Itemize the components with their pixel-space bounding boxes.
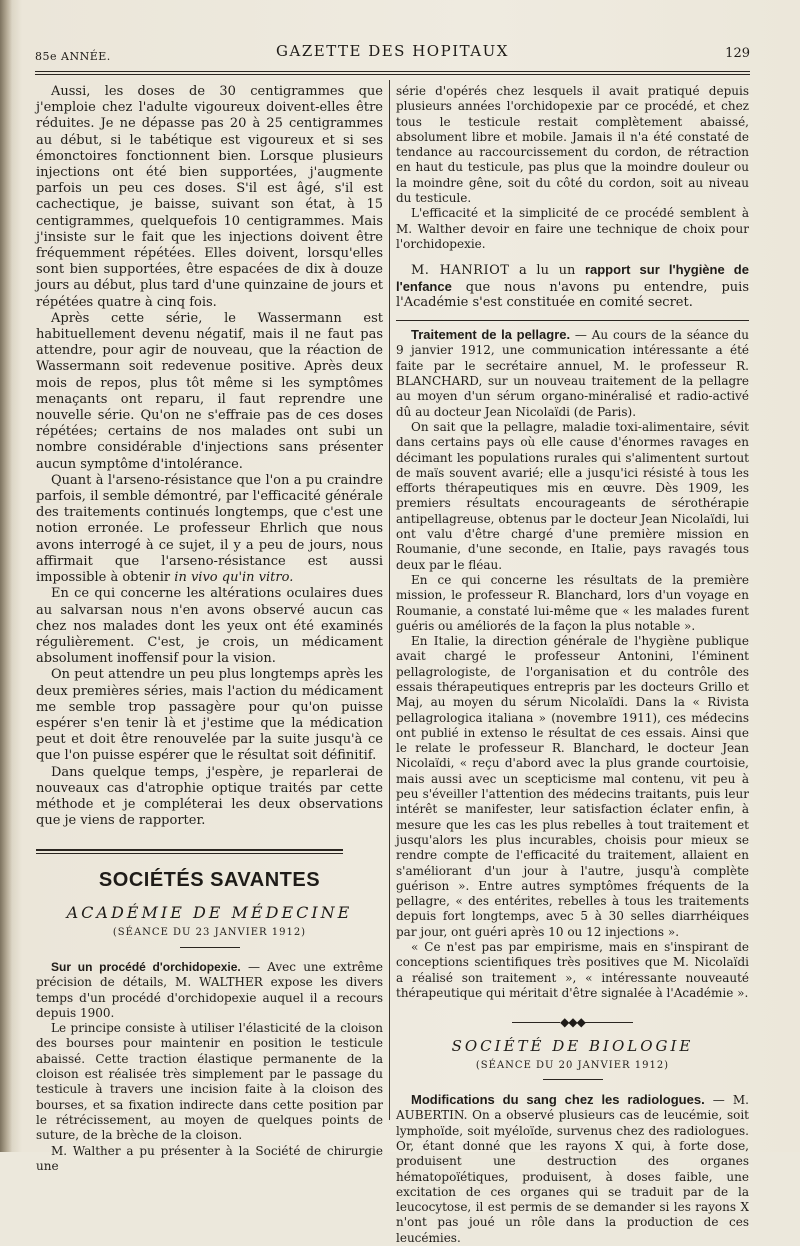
- report-title: rapport sur l'hygiène de l'enfance: [396, 262, 749, 294]
- short-rule: [180, 947, 240, 948]
- article-separator: [396, 320, 749, 321]
- session-date: (SÉANCE DU 20 JANVIER 1912): [475, 1059, 670, 1071]
- article-text: — M. AUBERTIN. On a observé plusieurs cas de leucémie, soit lymphoïde, soit myéloïde, survenus chez des radiologues. Or, étant donné que les rayons X qui, à forte dose, produisent une destruction des organes hématopoïétiques, produisent, à doses faible, une excitation de ces organes qui se traduit par de la leucocytose, il est permis de se demander si les rayons X n'ont pas joué un rôle dans la production de ces leucémies.: [396, 1093, 749, 1245]
- article-title: Modifications du sang chez les radiologues.: [411, 1092, 705, 1108]
- academy-title: ACADÉMIE DE MÉDECINE: [66, 902, 353, 922]
- header-rule: [35, 71, 750, 72]
- paragraph: [36, 473, 383, 586]
- paragraph: « Ce n'est pas par empirisme, mais en s'inspirant de conceptions scientifiques très positives que M. Nicolaïdi a réalisé son traitement », « intéressante nouveauté thérapeutique qui méritait d'être signalée à l'Académie ».: [396, 940, 749, 1000]
- section-title: SOCIÉTÉS SAVANTES: [98, 869, 321, 892]
- italic-phrase: in vivo qu'in vitro.: [174, 570, 294, 586]
- hanriot-report: [396, 262, 749, 310]
- article-title: Traitement de la pellagre.: [411, 327, 571, 343]
- paragraph-text: Quant à l'arseno-résistance que l'on a pu craindre parfois, il semble démontré, par l'efficacité générale des traitements continués longtemps, que c'est une notion erronée. Le professeur Ehrlich que nous avons interrogé à ce sujet, il y a peu de jours, nous affirmait que l'arseno-résistance est aussi impossible à obtenir: [36, 472, 383, 586]
- right-column: [396, 84, 749, 1246]
- short-rule: [543, 1079, 603, 1080]
- paragraph: Dans quelque temps, j'espère, je reparlerai de nouveaux cas d'atrophie optique traités par cette méthode et je compléterai les deux observations que je viens de rapporter.: [36, 764, 383, 829]
- article-radiologues: [396, 1092, 749, 1246]
- paragraph: série d'opérés chez lesquels il avait pratiqué depuis plusieurs années l'orchidopexie par ce procédé, et chez tous le testicule restait complètement abaissé, absolument libre et mobile. Jamais il n'a été constaté de tendance au raccourcissement du cordon, de rétraction en haut du testicule, pas plus que la moindre douleur ou la moindre gêne, soit du côté du cordon, soit au niveau du testicule.: [396, 84, 749, 206]
- article-title: Sur un procédé d'orchidopexie.: [51, 959, 241, 974]
- section-rule: [36, 849, 343, 851]
- paragraph: On sait que la pellagre, maladie toxi-alimentaire, sévit dans certains pays où elle cause d'énormes ravages en décimant les populations rurales qui s'alimentent surtout de maïs souvent avarié; elle a jusqu'ici résisté à tous les efforts thérapeutiques mis en œuvre. Dès 1909, les premiers résultats encourageants de sérothérapie antipellagreuse, obtenus par le docteur Jean Nicolaïdi, lui ont valu d'être chargé d'une première mission en Roumanie, d'une seconde, en Italie, pays ravagés tous deux par le fléau.: [396, 419, 749, 572]
- section-rule-thin: [36, 853, 343, 854]
- article-text: — Au cours de la séance du 9 janvier 1912, une communication intéressante a été faite par le secrétaire annuel, M. le professeur R. BLANCHARD, sur un nouveau traitement de la pellagre au moyen d'un sérum organo-minéralisé et radio-activé dû au docteur Jean Nicolaïdi (de Paris).: [396, 328, 749, 419]
- paragraph: Le principe consiste à utiliser l'élasticité de la cloison des bourses pour maintenir en position le testicule abaissé. Cette traction élastique permanente de la cloison est réalisée très simplement par le passage du testicule à travers une incision faite à la cloison des bourses, et sa fixation indirecte dans cette position par le rétrécissement, au moyen de quelques points de suture, de la brèche de la cloison.: [36, 1021, 383, 1143]
- session-date: (SÉANCE DU 23 JANVIER 1912): [112, 926, 307, 938]
- journal-title: GAZETTE DES HOPITAUX: [276, 42, 509, 60]
- article-text: — Avec une extrême précision de détails, M. WALTHER expose les divers temps d'un procédé d'orchidopexie auquel il a recours depuis 1900.: [36, 959, 383, 1020]
- paragraph: En ce qui concerne les altérations oculaires dues au salvarsan nous n'en avons observé aucun cas chez nos malades dont les yeux ont été examinés régulièrement. C'est, je crois, un médicament absolument inoffensif pour la vision.: [36, 586, 383, 667]
- author-name: M. HANRIOT: [411, 263, 510, 279]
- paragraph: Aussi, les doses de 30 centigrammes que j'emploie chez l'adulte vigoureux doivent-elles être réduites. Je ne dépasse pas 20 à 25 centigrammes au début, si le tabétique est vigoureux et si ses émonctoires fonctionnent bien. Lorsque plusieurs injections ont été bien supportées, j'augmente parfois un peu ces doses. S'il est âgé, s'il est cachectique, je baisse, suivant son état, à 15 centigrammes, quelquefois 10 centigrammes. Mais j'insiste sur le fait que les injections doivent être fréquemment répétées. Elles doivent, lorsqu'elles sont bien supportées, être espacées de dix à douze jours au début, plus tard d'une quinzaine de jours et répétées quatre à cinq fois.: [36, 84, 383, 310]
- text: que nous n'avons pu entendre, puis l'Académie s'est constituée en comité secret.: [396, 279, 749, 310]
- biology-title: SOCIÉTÉ DE BIOLOGIE: [451, 1036, 694, 1055]
- article-pellagre: [396, 327, 749, 420]
- paragraph: Après cette série, le Wassermann est habituellement devenu négatif, mais il ne faut pas attendre, pour agir de nouveau, que la réaction de Wassermann soit redevenue positive. Après deux mois de repos, plus tôt même si les symptômes menaçants ont reparu, il faut reprendre une nouvelle série. Qu'on ne s'effraie pas de ces doses répétées; certains de nos malades ont subi un nombre considérable d'injections sans présenter aucun symptôme d'intolérance.: [36, 310, 383, 472]
- article-orchidopexie: [36, 960, 383, 1021]
- paragraph: On peut attendre un peu plus longtemps après les deux premières séries, mais l'action du médicament me semble trop passagère pour qu'on puisse espérer s'en tenir là et j'estime que la médication peut et doit être renouvelée par la suite jusqu'à ce que l'on puisse espérer que le résultat soit définitif.: [36, 667, 383, 764]
- paragraph: En ce qui concerne les résultats de la première mission, le professeur R. Blanchard, lors d'un voyage en Roumanie, a constaté lui-même que « les malades furent guéris ou améliorés de la façon la plus notable ».: [396, 572, 749, 633]
- year-label: 85e ANNÉE.: [35, 50, 111, 63]
- paragraph: L'efficacité et la simplicité de ce procédé semblent à M. Walther devoir en faire une technique de choix pour l'orchidopexie.: [396, 206, 749, 251]
- column-divider: [389, 80, 390, 1120]
- header-rule-double: [35, 74, 750, 75]
- text: a lu un: [519, 263, 576, 279]
- page-number: 129: [725, 46, 750, 61]
- ornament-divider: ◆◆◆: [396, 1015, 749, 1030]
- paragraph: M. Walther a pu présenter à la Société de chirurgie une: [36, 1143, 383, 1173]
- binding-shadow: [0, 0, 12, 1152]
- left-column: [36, 84, 383, 1174]
- paragraph: En Italie, la direction générale de l'hygiène publique avait chargé le professeur Antonini, l'éminent pellagrologiste, de l'organisation et du contrôle des essais thérapeutiques entrepris par les docteurs Grillo et Maj, au moyen du sérum Nicolaïdi. Dans la « Rivista pellagrologica italiana » (novembre 1911), ces médecins ont publié in extenso le résultat de ces essais. Ainsi que le relate le professeur R. Blanchard, le docteur Jean Nicolaïdi, « reçu d'abord avec la plus grande courtoisie, mais aussi avec un scepticisme mal contenu, vit peu à peu s'éveiller l'attention des médecins traitants, puis leur intérêt se manifester, leur satisfaction éclater enfin, à mesure que les cas les plus rebelles à tout traitement et jusqu'alors les plus incurables, choisis pour mieux se rendre compte de l'efficacité du traitement, allaient en s'améliorant d'un jour à l'autre, jusqu'à complète guérison ». Entre autres symptômes fréquents de la pellagre, « des entérites, rebelles à tous les traitements depuis fort longtemps, avec 5 à 30 selles diarrhéiques par jour, ont guéri après 10 ou 12 injections ».: [396, 634, 749, 939]
- page-header: [35, 40, 750, 70]
